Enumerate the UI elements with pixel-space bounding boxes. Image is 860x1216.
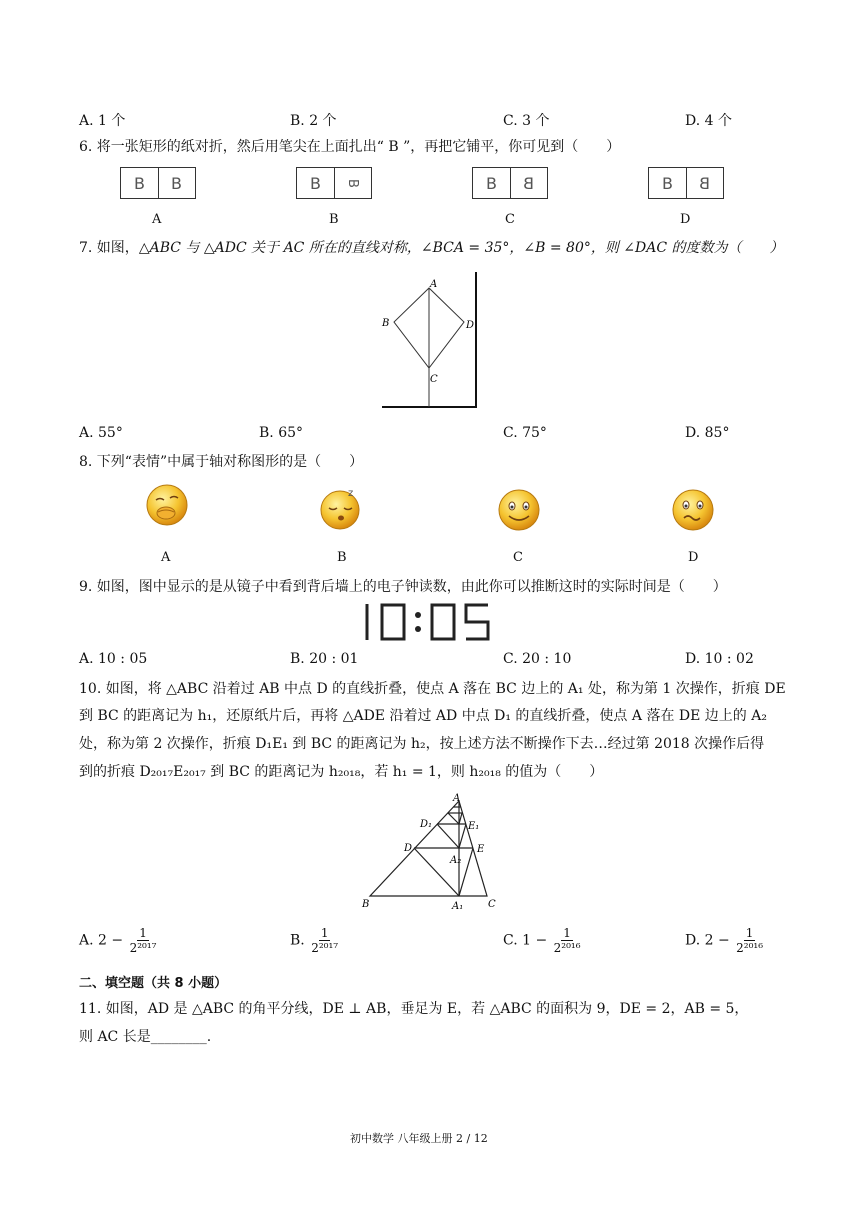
q9-option-b: B. 20 : 01 (290, 651, 359, 667)
q7-text: 7. 如图，△ABC 与 △ADC 关于 AC 所在的直线对称，∠BCA = 35°，∠B = 80°，则 ∠DAC 的度数为（ ） (79, 240, 784, 256)
svg-text:z: z (348, 488, 354, 499)
q5-option-d: D. 4 个 (685, 113, 732, 129)
q10-option-a: A. 2 − $\frac{1}{\text{2²⁰¹⁷}}$ (79, 926, 157, 955)
q8-label-b: B (337, 550, 347, 565)
face-yawning-icon (144, 482, 190, 528)
q10-line3: 处，称为第 2 次操作，折痕 D₁E₁ 到 BC 的距离记为 h₂，按上述方法不断操作下去…经过第 2018 次操作后得 (79, 736, 765, 752)
q8-label-c: C (513, 550, 523, 565)
q7-option-b: B. 65° (259, 425, 304, 441)
q5-option-b: B. 2 个 (290, 113, 337, 129)
q7-label-d: D (466, 320, 475, 331)
face-sleepy-icon (318, 484, 366, 532)
q9-option-a: A. 10 : 05 (79, 651, 148, 667)
q7-option-a: A. 55° (79, 425, 123, 441)
face-worried-icon (670, 487, 716, 533)
q10-label-c: C (488, 899, 496, 910)
q7-option-d: D. 85° (685, 425, 730, 441)
face-smiling-icon (496, 487, 542, 533)
q5-option-a: A. 1 个 (79, 113, 126, 129)
q6-figure-a: B B (120, 167, 196, 199)
q7-label-c: C (430, 374, 438, 385)
section-heading: 二、填空题（共 8 小题） (79, 976, 228, 991)
q6-label-a: A (152, 212, 162, 227)
q8-label-a: A (161, 550, 171, 565)
q9-option-c: C. 20 : 10 (503, 651, 572, 667)
q7-kite-figure (380, 270, 480, 410)
q9-text: 9. 如图，图中显示的是从镜子中看到背后墙上的电子钟读数，由此你可以推断这时的实际时间是（ ） (79, 579, 727, 595)
q10-label-b: B (362, 899, 370, 910)
q9-mirrored-clock-figure (362, 601, 496, 643)
q6-label-b: B (329, 212, 339, 227)
q10-label-e1: E₁ (468, 821, 480, 832)
q6-label-d: D (680, 212, 691, 227)
q10-line2: 到 BC 的距离记为 h₁，还原纸片后，再将 △ADE 沿着过 AD 中点 D₁ 的直线折叠，使点 A 落在 DE 边上的 A₂ (79, 708, 767, 724)
q11-line2: 则 AC 长是________. (79, 1029, 212, 1045)
q6-text: 6. 将一张矩形的纸对折，然后用笔尖在上面扎出“ B ”，再把它铺平，你可见到（ ） (79, 139, 621, 155)
q10-label-a2: A₂ (450, 855, 462, 866)
q10-triangle-figure (360, 793, 500, 913)
q8-text: 8. 下列“表情”中属于轴对称图形的是（ ） (79, 454, 364, 470)
q10-line1: 10. 如图，将 △ABC 沿着过 AB 中点 D 的直线折叠，使点 A 落在 BC 边上的 A₁ 处，称为第 1 次操作，折痕 DE (79, 681, 786, 697)
q6-figure-c: B B (472, 167, 548, 199)
q10-option-c: C. 1 − $\frac{1}{\text{2²⁰¹⁶}}$ (503, 926, 581, 955)
q9-option-d: D. 10 : 02 (685, 651, 754, 667)
q7-option-c: C. 75° (503, 425, 547, 441)
q7-label-a: A (430, 279, 438, 290)
q11-line1: 11. 如图，AD 是 △ABC 的角平分线，DE ⊥ AB，垂足为 E，若 △ABC 的面积为 9，DE = 2，AB = 5， (79, 1001, 749, 1017)
q6-figure-b: B B (296, 167, 372, 199)
q6-figure-d: B B (648, 167, 724, 199)
q10-line4: 到的折痕 D₂₀₁₇E₂₀₁₇ 到 BC 的距离记为 h₂₀₁₈，若 h₁ = 1，则 h₂₀₁₈ 的值为（ ） (79, 764, 604, 780)
q10-label-e: E (477, 844, 485, 855)
q7-label-b: B (382, 318, 390, 329)
q10-label-a: A (453, 793, 461, 804)
q10-label-d1: D₁ (420, 819, 433, 830)
q10-label-a1: A₁ (452, 901, 464, 912)
q10-label-d: D (404, 843, 413, 854)
q8-label-d: D (688, 550, 699, 565)
q10-option-d: D. 2 − $\frac{1}{\text{2²⁰¹⁶}}$ (685, 926, 764, 955)
q6-label-c: C (505, 212, 515, 227)
q5-option-c: C. 3 个 (503, 113, 550, 129)
q10-option-b: B. $\frac{1}{\text{2²⁰¹⁷}}$ (290, 926, 339, 955)
page-footer: 初中数学 八年级上册 2 / 12 (350, 1132, 488, 1145)
